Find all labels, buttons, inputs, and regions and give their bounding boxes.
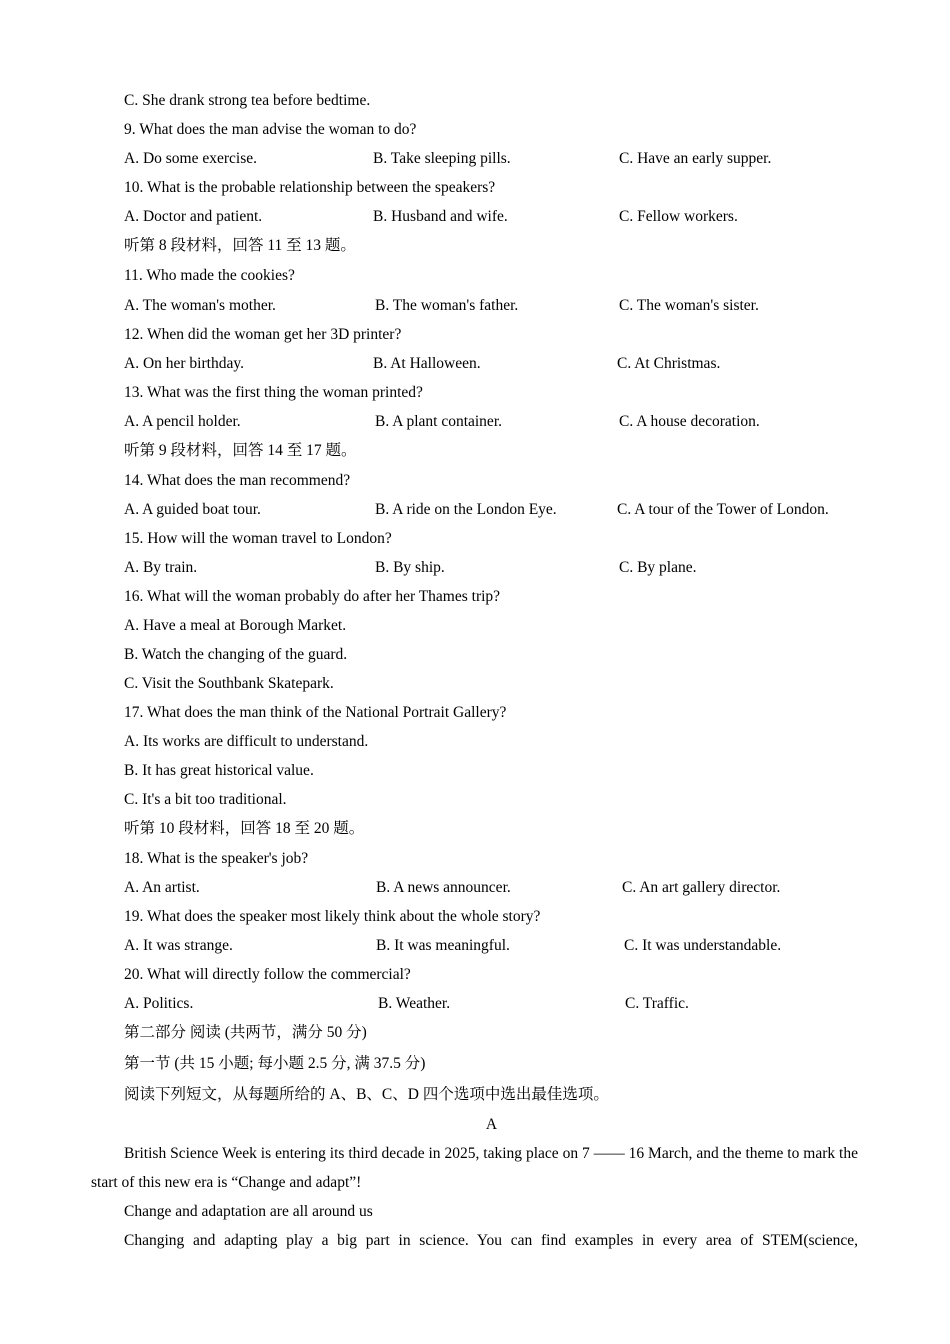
passage-label: A [485, 1116, 498, 1133]
q18-option-c: C. An art gallery director. [622, 879, 781, 896]
question-16: 16. What will the woman probably do after her Thames trip? [124, 588, 501, 605]
q14-option-b: B. A ride on the London Eye. [375, 501, 557, 518]
question-13: 13. What was the first thing the woman printed? [124, 384, 423, 401]
q13-option-b: B. A plant container. [375, 413, 502, 430]
passage-paragraph-2: Changing and adapting play a big part in science. You can find examples in every area of STEM(science, [124, 1232, 858, 1249]
question-9: 9. What does the man advise the woman to do? [124, 121, 417, 138]
passage-paragraph-1: British Science Week is entering its third decade in 2025, taking place on 7 —— 16 March, and the theme to mark the start of this new era is “Change and adapt”! [91, 1145, 858, 1191]
q16-option-c: C. Visit the Southbank Skatepark. [124, 675, 334, 692]
section-9-instruction: 听第 9 段材料，回答 14 至 17 题。 [124, 442, 357, 459]
q10-option-b: B. Husband and wife. [373, 208, 508, 225]
section-1-heading: 第一节 (共 15 小题; 每小题 2.5 分, 满 37.5 分) [124, 1055, 426, 1072]
q17-option-a: A. Its works are difficult to understand. [124, 733, 369, 750]
q19-option-a: A. It was strange. [124, 937, 233, 954]
q14-option-a: A. A guided boat tour. [124, 501, 261, 518]
q17-option-c: C. It's a bit too traditional. [124, 791, 287, 808]
q20-option-a: A. Politics. [124, 995, 194, 1012]
q9-option-c: C. Have an early supper. [619, 150, 772, 167]
q13-option-c: C. A house decoration. [619, 413, 760, 430]
q12-option-b: B. At Halloween. [373, 355, 481, 372]
q19-option-b: B. It was meaningful. [376, 937, 510, 954]
q20-option-b: B. Weather. [378, 995, 451, 1012]
question-17: 17. What does the man think of the National Portrait Gallery? [124, 704, 507, 721]
q11-option-a: A. The woman's mother. [124, 297, 276, 314]
q17-option-b: B. It has great historical value. [124, 762, 314, 779]
q12-option-a: A. On her birthday. [124, 355, 244, 372]
q9-option-a: A. Do some exercise. [124, 150, 257, 167]
q16-option-a: A. Have a meal at Borough Market. [124, 617, 347, 634]
q14-option-c: C. A tour of the Tower of London. [617, 501, 829, 518]
part-2-heading: 第二部分 阅读 (共两节，满分 50 分) [124, 1024, 367, 1041]
question-14: 14. What does the man recommend? [124, 472, 351, 489]
q18-option-a: A. An artist. [124, 879, 200, 896]
question-11: 11. Who made the cookies? [124, 267, 295, 284]
q8-option-c: C. She drank strong tea before bedtime. [124, 92, 371, 109]
question-20: 20. What will directly follow the commercial? [124, 966, 411, 983]
q15-option-b: B. By ship. [375, 559, 445, 576]
q19-option-c: C. It was understandable. [624, 937, 782, 954]
q11-option-b: B. The woman's father. [375, 297, 519, 314]
q9-option-b: B. Take sleeping pills. [373, 150, 511, 167]
q15-option-a: A. By train. [124, 559, 198, 576]
question-18: 18. What is the speaker's job? [124, 850, 309, 867]
question-12: 12. When did the woman get her 3D printer? [124, 326, 402, 343]
section-8-instruction: 听第 8 段材料，回答 11 至 13 题。 [124, 237, 356, 254]
q15-option-c: C. By plane. [619, 559, 697, 576]
q18-option-b: B. A news announcer. [376, 879, 511, 896]
q12-option-c: C. At Christmas. [617, 355, 721, 372]
passage-subheading: Change and adaptation are all around us [124, 1203, 373, 1220]
q20-option-c: C. Traffic. [625, 995, 689, 1012]
q11-option-c: C. The woman's sister. [619, 297, 759, 314]
question-19: 19. What does the speaker most likely think about the whole story? [124, 908, 541, 925]
q10-option-c: C. Fellow workers. [619, 208, 738, 225]
question-15: 15. How will the woman travel to London? [124, 530, 392, 547]
reading-instruction: 阅读下列短文，从每题所给的 A、B、C、D 四个选项中选出最佳选项。 [124, 1086, 609, 1103]
section-10-instruction: 听第 10 段材料，回答 18 至 20 题。 [124, 820, 365, 837]
q13-option-a: A. A pencil holder. [124, 413, 241, 430]
q16-option-b: B. Watch the changing of the guard. [124, 646, 348, 663]
question-10: 10. What is the probable relationship between the speakers? [124, 179, 496, 196]
q10-option-a: A. Doctor and patient. [124, 208, 263, 225]
